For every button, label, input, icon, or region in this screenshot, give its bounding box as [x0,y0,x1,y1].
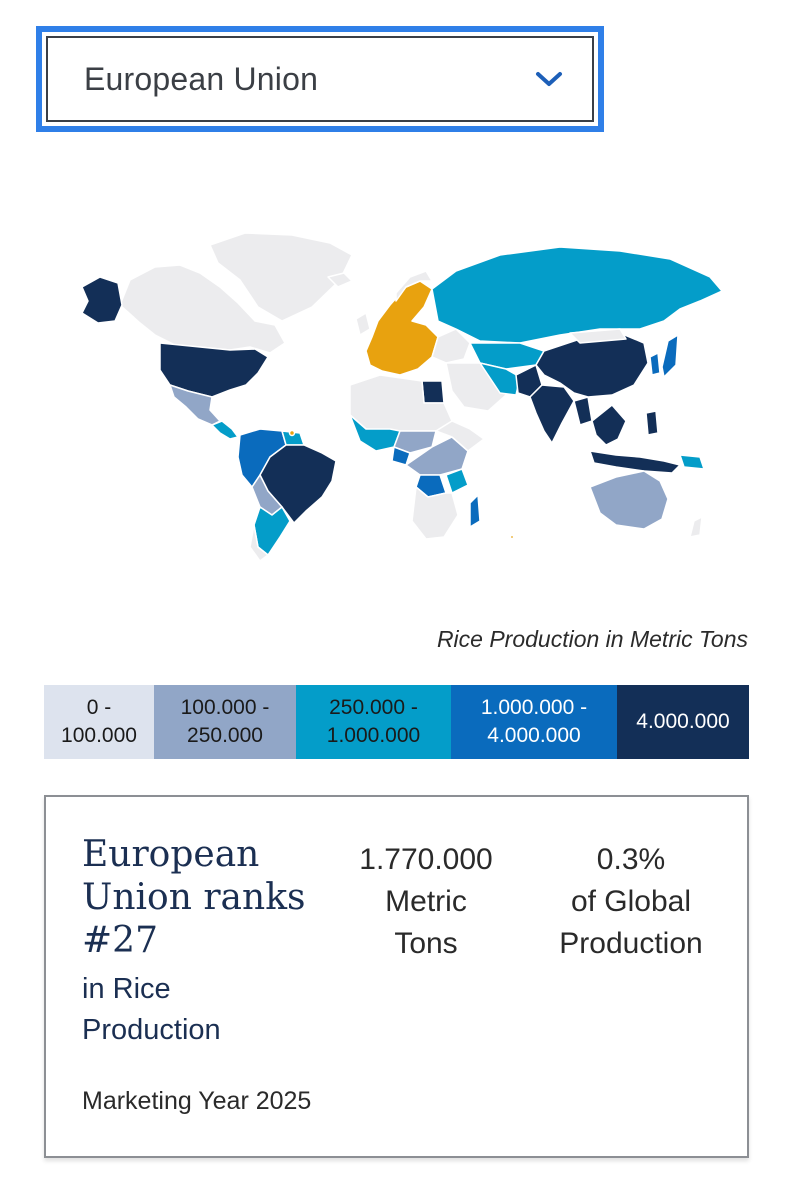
map-se-asia[interactable] [592,405,626,445]
map-eastern-europe[interactable] [432,329,470,363]
legend-caption: Rice Production in Metric Tons [436,626,748,652]
legend-bin-3-to: 1.000.000 [326,724,421,747]
map-australia[interactable] [590,471,668,529]
map-korea[interactable] [650,353,660,375]
map-madagascar[interactable] [470,495,480,527]
legend-bin-2 [154,685,296,759]
country-select[interactable] [36,26,604,132]
rank-subheading [82,969,332,1051]
rank-sub-line2: Production [82,1014,221,1046]
production-tons-value: 1.770.000 [359,843,493,876]
map-russia[interactable] [432,247,722,343]
production-tons-unit1: Metric [385,885,467,918]
map-philippines[interactable] [646,411,658,435]
legend-bin-4-to: 4.000.000 [487,724,581,747]
legend-bin-4 [451,685,617,759]
country-select-box[interactable] [46,36,594,122]
legend-bin-1-from: 0 - [86,696,112,719]
legend-bin-2-from: 100.000 - [180,696,270,719]
legend-bin-4-from: 1.000.000 - [480,696,588,719]
summary-card [44,795,749,1158]
map-eu-reunion[interactable] [510,535,513,538]
rank-heading-line1: European [82,834,260,875]
map-central-america[interactable] [212,421,238,439]
map-india[interactable] [530,385,574,443]
global-share-value: 0.3% [596,843,666,876]
legend-bin-1-to: 100.000 [61,724,137,747]
map-alaska[interactable] [82,277,122,323]
map-uk[interactable] [356,313,370,335]
marketing-year: Marketing Year 2025 [82,1087,312,1115]
legend-bin-3-from: 250.000 - [329,696,418,719]
map-eu-french-guiana[interactable] [290,431,295,436]
legend-bin-3 [296,685,451,759]
map-new-zealand[interactable] [690,517,702,537]
rank-heading-line2: Union ranks [82,877,306,918]
legend-bin-2-to: 250.000 [187,724,263,747]
global-share-unit1: of Global [570,885,692,918]
map-european-union[interactable] [366,281,438,375]
global-share-unit2: Production [559,927,703,960]
map-egypt[interactable] [422,381,444,403]
rank-sub-line1: in Rice [82,973,171,1005]
production-tons-unit2: Tons [394,927,458,960]
rank-heading [82,833,332,962]
legend-bin-5 [617,685,749,759]
legend [44,685,749,759]
map-japan[interactable] [662,335,678,377]
chevron-down-icon[interactable] [534,69,564,89]
global-share-stat [536,839,726,965]
rank-heading-line3: #27 [82,920,158,961]
production-tons-stat [341,839,511,965]
map-png[interactable] [680,455,704,469]
map-indonesia[interactable] [590,451,680,473]
legend-bin-5-label: 4.000.000 [636,710,730,733]
world-map [60,225,740,565]
map-bangladesh-myanmar[interactable] [574,397,592,425]
country-select-value: European Union [84,60,319,97]
legend-bin-1 [44,685,154,759]
map-southern-africa[interactable] [412,487,458,539]
